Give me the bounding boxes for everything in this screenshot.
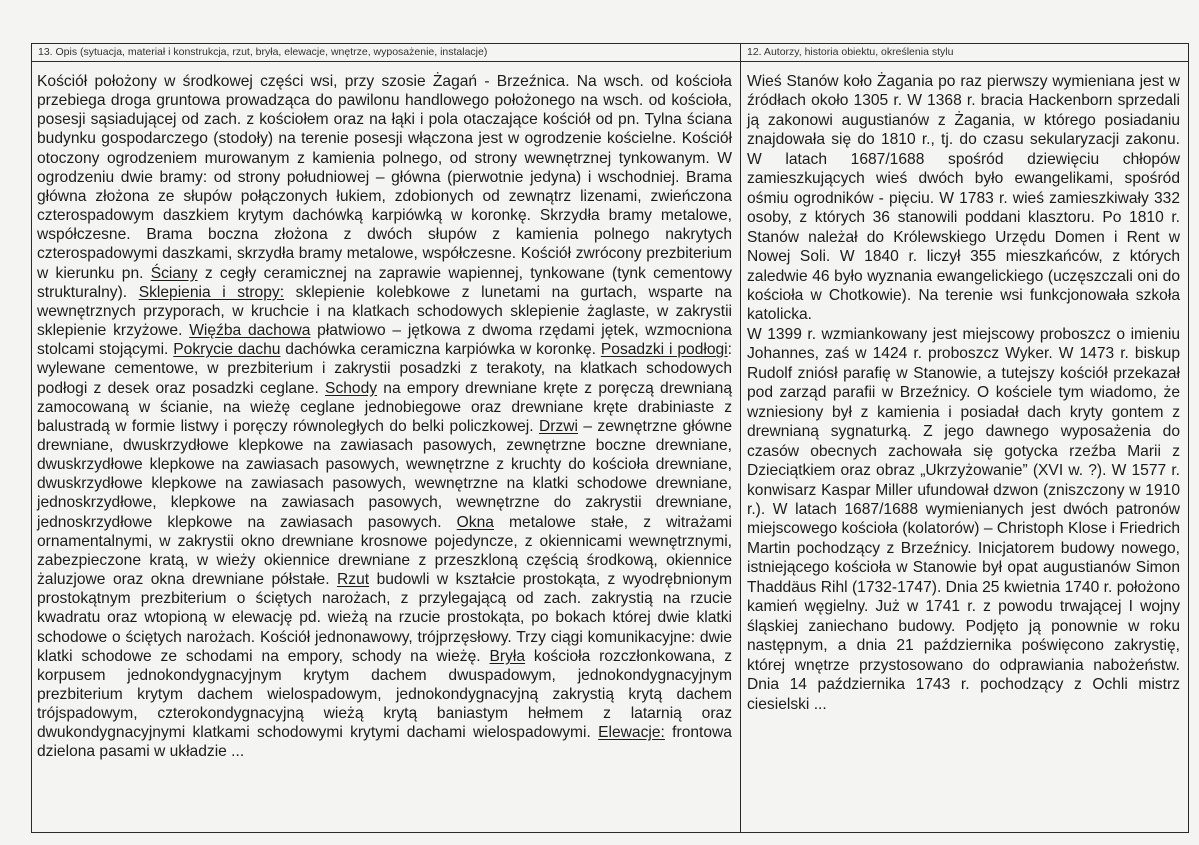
section-keyword: Więźba dachowa — [189, 322, 311, 340]
history-header: 12. Autorzy, historia obiektu, określenia stylu — [741, 44, 1188, 62]
description-segment: na empory drewniane kręte z poręczą drewnianą zamocowaną w ścianie, na wieżę ceglane jednobiegowe oraz drewniane kręte drabiniaste z balustradą w formie listwy i poręczy równoległych do belki policzkowej. — [37, 379, 732, 435]
description-column — [32, 44, 741, 832]
section-keyword: Elewacje: — [598, 724, 665, 742]
section-keyword: Ściany — [150, 264, 198, 282]
description-segment: Kościół położony w środkowej części wsi, przy szosie Żagań - Brzeźnica. Na wsch. od kościoła przebiega droga gruntowa prowadząca do pawilonu handlowego położonego na wsch. od kościoła, posesji sąsiadującej od zach. z kościołem oraz na łąki i pola otaczające kościół od pn. Tylna ściana budynku gospodarczego (stodoły) na terenie posesji włączona jest w ogrodzenie kościelne. Kościół otoczony ogrodzeniem murowanym z kamienia polnego, od strony wewnętrznej tynkowanym. W ogrodzeniu dwie bramy: od strony południowej – główna (pierwotnie jedyna) i wschodniej. Brama główna złożona ze słupów połączonych łukiem, zdobionych od zewnątrz lizenami, zwieńczona czterospadowym daszkiem krytym dachówką karpiówką w koronkę. Skrzydła bramy metalowe, współczesne. Brama boczna złożona z dwóch słupów z kamienia polnego nakrytych czterospadowymi daszkami, skrzydła bramy metalowe, współczesne. Kościół zwrócony prezbiterium w kierunku pn. — [37, 73, 732, 282]
history-text — [747, 72, 1180, 714]
description-segment: kościoła rozczłonkowana, z korpusem jednokondygnacyjnym krytym dachem dwuspadowym, jednokondygnacyjnym prezbiterium krytym dachem wielospadowym, jednokondygnacyjną zakrystią krytą dachem trójspadowym, czterokondygnacyjną wieżą krytą baniastym hełmem z latarnią oraz dwukondygnacyjnymi klatkami schodowymi krytymi dachami wielospadowymi. — [37, 647, 732, 742]
description-segment: – zewnętrzne główne drewniane, dwuskrzydłowe klepkowe na zawiasach pasowych, zewnętrzne boczne drewniane, dwuskrzydłowe klepkowe na zawiasach pasowych, wewnętrzne z kruchty do kościoła drewniane, dwuskrzydłowe klepkowe na zawiasach pasowych, wewnętrzne na klatki schodowe drewniane, jednoskrzydłowe, klepkowe na zawiasach pasowych, wewnętrzne do zakrystii drewniane, jednoskrzydłowe klepkowe na zawiasach pasowych. — [37, 417, 732, 531]
history-paragraph: W 1399 r. wzmiankowany jest miejscowy proboszcz o imieniu Johannes, zaś w 1424 r. proboszcz Wyker. W 1473 r. biskup Rudolf zniósł parafię w Stanowie, a tutejszy kościół przekazał pod zarząd parafii w Brzeźnicy. O kościele tym wiadomo, że wzniesiony był z kamienia i posiadał dach kryty gontem z drewnianą sygnaturką. Z jego dawnego wyposażenia do czasów obecnych zachowała się gotycka rzeźba Marii z Dzieciątkiem oraz obraz „Ukrzyżowanie” (XVI w. ?). W 1577 r. konwisarz Kaspar Miller ufundował dzwon (zniszczony w 1910 r.). W latach 1687/1688 wymienianych jest dwóch patronów miejscowego kościoła (kolatorów) – Christoph Klose i Friedrich Martin pochodzący z Brzeźnicy. Inicjatorem budowy nowego, istniejącego kościoła w Stanowie był opat augustianów Simon Thaddäus Rihl (1732-1747). Dnia 25 kwietnia 1740 r. położono kamień węgielny. Już w 1741 r. z powodu trwającej I wojny śląskiej zaniechano budowy. Podjęto ją ponownie w roku następnym, a dnia 21 października poświęcono zakrystię, której wnętrze przystosowano do odprawiania nabożeństw. Dnia 14 października 1743 r. pochodzący z Ochli mistrz ciesielski ... — [747, 325, 1180, 713]
description-header: 13. Opis (sytuacja, materiał i konstrukcja, rzut, bryła, elewacje, wnętrze, wyposażenie, instalacje) — [32, 44, 740, 62]
description-segment: : wylewane cementowe, w prezbiterium i zakrystii posadzki z terakoty, na klatkach schodowych podłogi z desek oraz posadzki ceglane. — [37, 341, 732, 397]
section-keyword: Rzut — [337, 571, 370, 589]
section-keyword: Sklepienia i stropy: — [138, 283, 285, 301]
section-keyword: Bryła — [489, 647, 526, 665]
description-segment: dachówka ceramiczna karpiówka w koronkę. — [280, 341, 601, 359]
section-keyword: Okna — [456, 513, 494, 531]
history-paragraph: Wieś Stanów koło Żagania po raz pierwszy wymieniana jest w źródłach około 1305 r. W 1368 r. bracia Hackenborn sprzedali ją zakonowi augustianów z Żagania, w którego posiadaniu znajdowała się do 1810 r., tj. do czasu sekularyzacji zakonu. W latach 1687/1688 spośród dziewięciu chłopów zamieszkujących wieś dwóch było ewangelikami, spośród ośmiu ogrodników - pięciu. W 1783 r. wieś zamieszkiwały 332 osoby, z których 36 stanowili poddani klasztoru. Po 1810 r. Stanów należał do Królewskiego Urzędu Domen i Rent w Nowej Soli. W 1840 r. liczył 355 mieszkańców, z których zaledwie 46 było wyznania ewangelickiego (uczęszczali oni do kościoła w Chotkowie). Na terenie wsi funkcjonowała szkoła katolicka. — [747, 73, 1180, 324]
description-text — [37, 72, 732, 762]
description-segment: budowli w kształcie prostokąta, z wyodrębnionym prostokątnym prezbiterium o ściętych narożach, z przylegającą od zach. zakrystią na rzucie kwadratu oraz wtopioną w elewację pd. wieżą na rzucie prostokąta, po bokach której dwie klatki schodowe o ściętych narożach. Kościół jednonawowy, trójprzęsłowy. Trzy ciągi komunikacyjne: dwie klatki schodowe ze schodami na empory, schody na wieżę. — [37, 571, 732, 665]
description-segment: frontowa dzielona pasami w układzie ... — [37, 724, 732, 761]
history-column — [741, 44, 1188, 832]
form-table — [31, 43, 1189, 833]
section-keyword: Posadzki i podłogi — [600, 341, 728, 359]
section-keyword: Drzwi — [539, 417, 578, 435]
description-segment: metalowe stałe, z witrażami ornamentalnymi, w zakrystii okno drewniane krosnowe pojedyncze, z okiennicami wewnętrznymi, zabezpieczone kratą, w wieży okiennice drewniane z przeszkloną częścią środkową, okiennice żaluzjowe oraz okna drewniane półstałe. — [37, 513, 732, 589]
description-segment: z cegły ceramicznej na zaprawie wapiennej, tynkowane (tynk cementowy strukturalny). — [37, 264, 732, 301]
description-segment: płatwiowo – jętkowa z dwoma rzędami jętek, wzmocniona stolcami stojącymi. — [37, 322, 732, 359]
description-segment: sklepienie kolebkowe z lunetami na gurtach, wsparte na wewnętrznych przyporach, w kruchcie i na klatkach schodowych sklepienie żaglaste, w zakrystii sklepienie krzyżowe. — [37, 283, 732, 340]
section-keyword: Pokrycie dachu — [173, 341, 281, 359]
section-keyword: Schody — [325, 379, 378, 397]
